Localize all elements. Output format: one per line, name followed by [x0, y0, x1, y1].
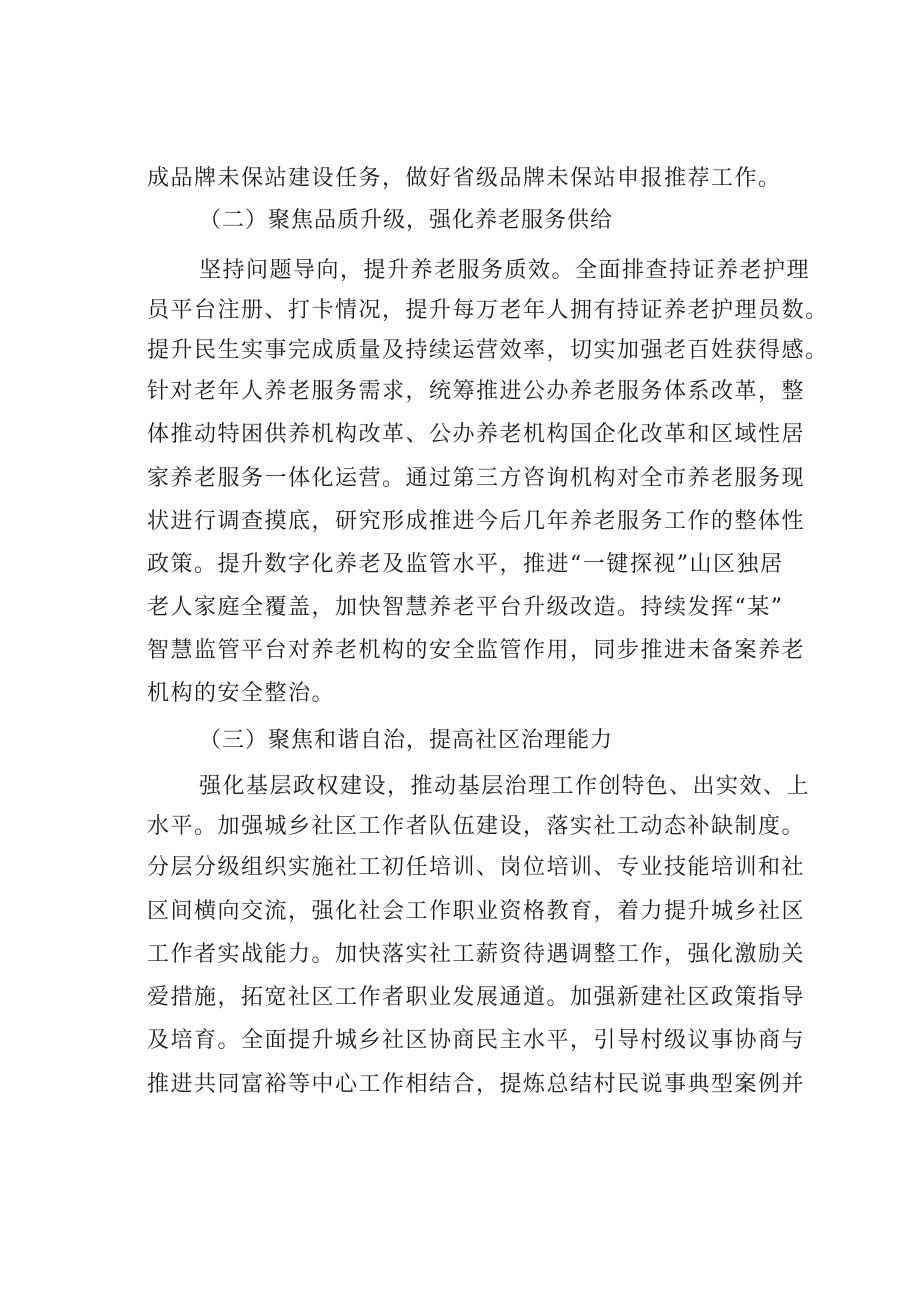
section-heading-2: （二）聚焦品质升级，强化养老服务供给	[199, 208, 614, 233]
text-line-continuation: 成品牌未保站建设任务，做好省级品牌未保站申报推荐工作。	[147, 166, 782, 191]
paragraph-3-line-1: 强化基层政权建设，推动基层治理工作创特色、出实效、上	[199, 774, 811, 799]
paragraph-2-line-3: 提升民生实事完成质量及持续运营效率，切实加强老百姓获得感。	[147, 338, 829, 363]
paragraph-2-line-2: 员平台注册、打卡情况，提升每万老年人拥有持证养老护理员数。	[147, 298, 829, 323]
paragraph-2-line-5: 体推动特困供养机构改革、公办养老机构国企化改革和区域性居	[147, 422, 806, 447]
paragraph-2-line-8: 政策。提升数字化养老及监管水平，推进“一键探视”山区独居	[147, 552, 784, 577]
paragraph-3-line-2: 水平。加强城乡社区工作者队伍建设，落实社工动态补缺制度。	[147, 814, 806, 839]
paragraph-2-line-4: 针对老年人养老服务需求，统筹推进公办养老服务体系改革，整	[147, 379, 806, 404]
paragraph-2-line-7: 状进行调查摸底，研究形成推进今后几年养老服务工作的整体性	[147, 509, 806, 534]
paragraph-3-line-7: 及培育。全面提升城乡社区协商民主水平，引导村级议事协商与	[147, 1028, 806, 1053]
paragraph-2-line-11: 机构的安全整治。	[147, 681, 336, 706]
paragraph-3-line-5: 工作者实战能力。加快落实社工薪资待遇调整工作，强化激励关	[147, 942, 806, 967]
paragraph-3-line-3: 分层分级组织实施社工初任培训、岗位培训、专业技能培训和社	[147, 855, 806, 880]
paragraph-2-line-1: 坚持问题导向，提升养老服务质效。全面排查持证养老护理	[199, 258, 811, 283]
paragraph-2-line-10: 智慧监管平台对养老机构的安全监管作用，同步推进未备案养老	[147, 638, 806, 663]
paragraph-3-line-8: 推进共同富裕等中心工作相结合，提炼总结村民说事典型案例并	[147, 1072, 806, 1097]
paragraph-3-line-6: 爱措施，拓宽社区工作者职业发展通道。加强新建社区政策指导	[147, 985, 806, 1010]
section-heading-3: （三）聚焦和谐自治，提高社区治理能力	[199, 728, 614, 753]
paragraph-2-line-9: 老人家庭全覆盖，加快智慧养老平台升级改造。持续发挥“某”	[147, 595, 784, 620]
paragraph-3-line-4: 区间横向交流，强化社会工作职业资格教育，着力提升城乡社区	[147, 899, 806, 924]
paragraph-2-line-6: 家养老服务一体化运营。通过第三方咨询机构对全市养老服务现	[147, 466, 806, 491]
